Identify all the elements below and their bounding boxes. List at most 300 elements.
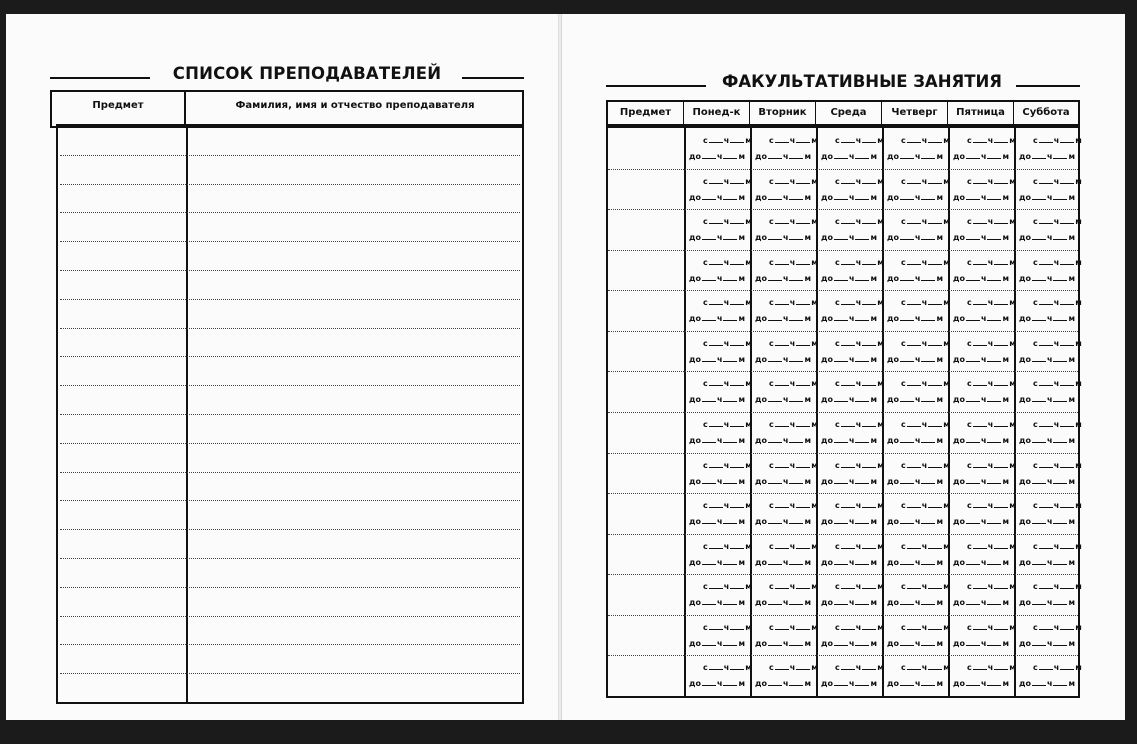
time-to-line — [887, 639, 950, 649]
time-slot — [689, 136, 752, 162]
blank-underline — [768, 233, 782, 240]
hours-label: ч — [921, 136, 928, 145]
hours-label: ч — [921, 582, 928, 592]
minutes-label: м — [804, 638, 812, 648]
blank-underline — [709, 623, 723, 630]
minutes-label: м — [1075, 420, 1082, 429]
blank-underline — [855, 679, 869, 686]
time-to-line — [689, 436, 752, 446]
minutes-label: м — [936, 273, 944, 283]
blank-underline — [841, 379, 855, 386]
blank-underline — [841, 339, 855, 346]
minutes-label: м — [1068, 679, 1076, 689]
hours-label: ч — [848, 273, 855, 283]
hours-label: ч — [1046, 395, 1053, 405]
hours-label: ч — [921, 217, 928, 227]
hours-label: ч — [1046, 354, 1053, 364]
blank-underline — [907, 136, 921, 143]
blank-underline — [907, 420, 921, 427]
hours-label: ч — [921, 622, 928, 632]
from-label: с — [702, 298, 708, 308]
minutes-label: м — [738, 517, 746, 527]
column-header-day: Пятница — [948, 102, 1014, 124]
time-slot — [755, 177, 818, 203]
blank-underline — [994, 298, 1008, 305]
time-from-line — [755, 582, 818, 592]
minutes-label: м — [936, 314, 944, 324]
blank-underline — [928, 623, 942, 630]
hours-label: ч — [716, 598, 723, 608]
blank-underline — [789, 233, 803, 240]
blank-underline — [907, 501, 921, 508]
blank-underline — [709, 217, 723, 224]
minutes-label: м — [811, 257, 818, 267]
blank-underline — [994, 623, 1008, 630]
time-to-line — [1019, 558, 1082, 568]
time-to-line — [821, 517, 884, 527]
hours-label: ч — [848, 638, 855, 648]
blank-underline — [928, 420, 942, 427]
time-slot — [689, 542, 752, 568]
minutes-label: м — [745, 298, 752, 308]
minutes-label: м — [1075, 379, 1082, 389]
from-label: с — [1032, 298, 1038, 308]
time-from-line — [689, 217, 752, 227]
time-from-line — [953, 298, 1016, 308]
blank-underline — [921, 558, 935, 565]
from-label: с — [834, 257, 840, 267]
minutes-label: м — [1009, 257, 1016, 267]
blank-underline — [841, 177, 855, 184]
from-label: с — [1032, 379, 1038, 389]
minutes-label: м — [1075, 136, 1082, 145]
from-label: с — [834, 217, 840, 227]
blank-underline — [775, 258, 789, 265]
blank-underline — [1053, 355, 1067, 362]
blank-underline — [862, 663, 876, 670]
time-from-line — [821, 582, 884, 592]
schedule-row-separator — [608, 412, 1078, 413]
blank-underline — [841, 582, 855, 589]
hours-label: ч — [1053, 663, 1060, 673]
hours-label: ч — [848, 679, 855, 689]
hours-label: ч — [855, 338, 862, 348]
hours-label: ч — [723, 298, 730, 308]
from-label: с — [966, 217, 972, 227]
time-from-line — [689, 461, 752, 471]
time-to-line — [689, 355, 752, 365]
to-label: до — [689, 679, 701, 689]
minutes-label: м — [943, 217, 950, 227]
hours-label: ч — [921, 338, 928, 348]
time-from-line — [821, 298, 884, 308]
blank-underline — [1060, 542, 1074, 549]
hours-label: ч — [716, 436, 723, 445]
minutes-label: м — [943, 136, 950, 145]
blank-underline — [709, 339, 723, 346]
minutes-label: м — [745, 663, 752, 673]
time-slot — [953, 217, 1016, 243]
time-to-line — [755, 517, 818, 527]
blank-underline — [921, 314, 935, 321]
blank-underline — [855, 152, 869, 159]
blank-underline — [862, 461, 876, 468]
blank-underline — [907, 461, 921, 468]
minutes-label: м — [738, 314, 746, 324]
blank-underline — [928, 258, 942, 265]
hours-label: ч — [914, 476, 921, 486]
hours-label: ч — [723, 136, 730, 145]
time-to-line — [689, 558, 752, 568]
time-from-line — [953, 501, 1016, 511]
blank-underline — [730, 542, 744, 549]
hours-label: ч — [914, 314, 921, 324]
time-to-line — [1019, 233, 1082, 243]
from-label: с — [1032, 136, 1038, 145]
minutes-label: м — [804, 192, 812, 202]
time-to-line — [887, 598, 950, 608]
hours-label: ч — [848, 152, 855, 161]
blank-underline — [1039, 339, 1053, 346]
blank-underline — [841, 136, 855, 143]
minutes-label: м — [936, 192, 944, 202]
time-to-line — [887, 193, 950, 203]
blank-underline — [768, 477, 782, 484]
hours-label: ч — [782, 314, 789, 324]
minutes-label: м — [943, 338, 950, 348]
time-from-line — [689, 339, 752, 349]
blank-underline — [966, 598, 980, 605]
blank-underline — [928, 379, 942, 386]
to-label: до — [755, 395, 767, 405]
minutes-label: м — [1002, 192, 1010, 202]
left-title-block — [50, 64, 524, 90]
hours-label: ч — [987, 136, 994, 145]
hours-label: ч — [855, 501, 862, 511]
time-to-line — [821, 598, 884, 608]
time-to-line — [689, 152, 752, 162]
time-from-line — [887, 582, 950, 592]
hours-label: ч — [1046, 273, 1053, 283]
hours-label: ч — [1053, 420, 1060, 429]
hours-label: ч — [716, 314, 723, 324]
blank-underline — [841, 542, 855, 549]
minutes-label: м — [811, 460, 818, 470]
blank-underline — [723, 436, 737, 443]
to-label: до — [1019, 354, 1031, 364]
hours-label: ч — [987, 501, 994, 511]
time-slot — [887, 461, 950, 487]
electives-table-body — [606, 126, 1080, 698]
to-label: до — [689, 192, 701, 202]
hours-label: ч — [980, 192, 987, 202]
blank-underline — [928, 298, 942, 305]
blank-underline — [834, 558, 848, 565]
blank-underline — [789, 517, 803, 524]
hours-label: ч — [789, 622, 796, 632]
time-to-line — [821, 152, 884, 162]
blank-underline — [789, 436, 803, 443]
time-to-line — [1019, 679, 1082, 689]
from-label: с — [966, 136, 972, 145]
blank-underline — [966, 314, 980, 321]
blank-underline — [796, 623, 810, 630]
time-slot — [755, 217, 818, 243]
blank-underline — [709, 582, 723, 589]
blank-underline — [900, 355, 914, 362]
minutes-label: м — [811, 582, 818, 592]
blank-underline — [966, 395, 980, 402]
to-label: до — [1019, 152, 1031, 161]
minutes-label: м — [1002, 436, 1010, 445]
hours-label: ч — [723, 217, 730, 227]
minutes-label: м — [870, 314, 878, 324]
blank-underline — [1032, 314, 1046, 321]
blank-underline — [768, 193, 782, 200]
minutes-label: м — [738, 395, 746, 405]
to-label: до — [821, 395, 833, 405]
time-from-line — [887, 136, 950, 146]
blank-underline — [900, 193, 914, 200]
blank-underline — [1060, 298, 1074, 305]
from-label: с — [834, 541, 840, 551]
hours-label: ч — [914, 638, 921, 648]
blank-underline — [862, 298, 876, 305]
to-label: до — [689, 476, 701, 486]
time-from-line — [953, 177, 1016, 187]
hours-label: ч — [723, 582, 730, 592]
time-slot — [953, 461, 1016, 487]
hours-label: ч — [1046, 517, 1053, 527]
time-from-line — [755, 298, 818, 308]
blank-underline — [702, 314, 716, 321]
hours-label: ч — [987, 460, 994, 470]
blank-underline — [834, 598, 848, 605]
hours-label: ч — [716, 679, 723, 689]
header-top-rule — [52, 90, 522, 92]
hours-label: ч — [848, 517, 855, 527]
from-label: с — [1032, 217, 1038, 227]
time-slot — [887, 136, 950, 162]
hours-label: ч — [987, 379, 994, 389]
time-to-line — [953, 639, 1016, 649]
time-from-line — [1019, 298, 1082, 308]
from-label: с — [702, 501, 708, 511]
blank-underline — [987, 355, 1001, 362]
to-label: до — [953, 436, 965, 445]
blank-underline — [987, 639, 1001, 646]
from-label: с — [702, 217, 708, 227]
minutes-label: м — [870, 354, 878, 364]
from-label: с — [834, 420, 840, 429]
hours-label: ч — [1046, 557, 1053, 567]
blank-underline — [928, 339, 942, 346]
hours-label: ч — [848, 354, 855, 364]
time-slot — [821, 542, 884, 568]
hours-label: ч — [782, 436, 789, 445]
minutes-label: м — [1068, 233, 1076, 243]
from-label: с — [702, 257, 708, 267]
blank-underline — [1053, 598, 1067, 605]
minutes-label: м — [804, 314, 812, 324]
blank-underline — [775, 379, 789, 386]
time-slot — [953, 542, 1016, 568]
minutes-label: м — [1068, 598, 1076, 608]
teacher-row-line — [60, 472, 520, 473]
blank-underline — [973, 420, 987, 427]
time-slot — [1019, 542, 1082, 568]
time-from-line — [953, 663, 1016, 673]
right-title-block — [606, 72, 1080, 98]
from-label: с — [900, 298, 906, 308]
time-slot — [689, 501, 752, 527]
time-slot — [689, 177, 752, 203]
to-label: до — [821, 476, 833, 486]
blank-underline — [973, 339, 987, 346]
to-label: до — [821, 354, 833, 364]
hours-label: ч — [987, 622, 994, 632]
blank-underline — [730, 136, 744, 143]
blank-underline — [1060, 258, 1074, 265]
from-label: с — [966, 257, 972, 267]
from-label: с — [768, 582, 774, 592]
minutes-label: м — [745, 379, 752, 389]
column-header-subject: Предмет — [92, 100, 144, 111]
minutes-label: м — [1075, 217, 1082, 227]
hours-label: ч — [723, 501, 730, 511]
to-label: до — [887, 192, 899, 202]
blank-underline — [796, 501, 810, 508]
blank-underline — [973, 258, 987, 265]
minutes-label: м — [936, 517, 944, 527]
blank-underline — [775, 623, 789, 630]
hours-label: ч — [1046, 476, 1053, 486]
to-label: до — [1019, 314, 1031, 324]
blank-underline — [987, 517, 1001, 524]
hours-label: ч — [848, 557, 855, 567]
minutes-label: м — [936, 395, 944, 405]
time-slot — [689, 298, 752, 324]
time-from-line — [887, 217, 950, 227]
time-to-line — [1019, 193, 1082, 203]
blank-underline — [1060, 136, 1074, 143]
blank-underline — [834, 355, 848, 362]
minutes-label: м — [870, 638, 878, 648]
minutes-label: м — [804, 436, 812, 445]
time-slot — [953, 379, 1016, 405]
blank-underline — [966, 436, 980, 443]
time-slot — [821, 623, 884, 649]
blank-underline — [796, 379, 810, 386]
blank-underline — [855, 639, 869, 646]
blank-underline — [994, 379, 1008, 386]
time-to-line — [887, 558, 950, 568]
blank-underline — [789, 558, 803, 565]
time-to-line — [755, 477, 818, 487]
time-from-line — [689, 177, 752, 187]
schedule-row-separator — [608, 371, 1078, 372]
time-to-line — [755, 436, 818, 446]
hours-label: ч — [855, 541, 862, 551]
minutes-label: м — [1002, 638, 1010, 648]
column-header-day: Четверг — [882, 102, 948, 124]
time-to-line — [953, 193, 1016, 203]
blank-underline — [862, 177, 876, 184]
blank-underline — [900, 679, 914, 686]
time-from-line — [689, 582, 752, 592]
minutes-label: м — [877, 460, 884, 470]
blank-underline — [855, 314, 869, 321]
blank-underline — [1032, 477, 1046, 484]
to-label: до — [755, 314, 767, 324]
blank-underline — [862, 339, 876, 346]
blank-underline — [862, 136, 876, 143]
from-label: с — [1032, 541, 1038, 551]
from-label: с — [1032, 420, 1038, 429]
minutes-label: м — [870, 598, 878, 608]
blank-underline — [907, 339, 921, 346]
hours-label: ч — [789, 176, 796, 186]
hours-label: ч — [789, 582, 796, 592]
blank-underline — [1039, 461, 1053, 468]
right-page — [562, 14, 1125, 720]
hours-label: ч — [1046, 314, 1053, 324]
from-label: с — [702, 582, 708, 592]
blank-underline — [1039, 542, 1053, 549]
time-slot — [755, 461, 818, 487]
blank-underline — [921, 152, 935, 159]
to-label: до — [953, 557, 965, 567]
time-to-line — [953, 558, 1016, 568]
hours-label: ч — [789, 460, 796, 470]
to-label: до — [755, 354, 767, 364]
minutes-label: м — [1009, 582, 1016, 592]
time-to-line — [1019, 598, 1082, 608]
blank-underline — [834, 477, 848, 484]
hours-label: ч — [855, 379, 862, 389]
to-label: до — [689, 233, 701, 243]
time-to-line — [953, 517, 1016, 527]
time-to-line — [755, 355, 818, 365]
blank-underline — [900, 477, 914, 484]
minutes-label: м — [811, 541, 818, 551]
blank-underline — [702, 274, 716, 281]
time-from-line — [821, 177, 884, 187]
hours-label: ч — [1046, 192, 1053, 202]
blank-underline — [1060, 663, 1074, 670]
time-from-line — [953, 379, 1016, 389]
minutes-label: м — [1075, 176, 1082, 186]
minutes-label: м — [1002, 152, 1010, 161]
blank-underline — [841, 623, 855, 630]
time-to-line — [689, 314, 752, 324]
time-slot — [1019, 501, 1082, 527]
minutes-label: м — [738, 152, 746, 161]
time-from-line — [755, 623, 818, 633]
blank-underline — [973, 136, 987, 143]
minutes-label: м — [745, 257, 752, 267]
hours-label: ч — [1053, 298, 1060, 308]
blank-underline — [994, 217, 1008, 224]
time-slot — [821, 339, 884, 365]
blank-underline — [1053, 558, 1067, 565]
blank-underline — [973, 298, 987, 305]
from-label: с — [966, 622, 972, 632]
blank-underline — [730, 298, 744, 305]
hours-label: ч — [980, 476, 987, 486]
minutes-label: м — [1009, 298, 1016, 308]
hours-label: ч — [782, 395, 789, 405]
